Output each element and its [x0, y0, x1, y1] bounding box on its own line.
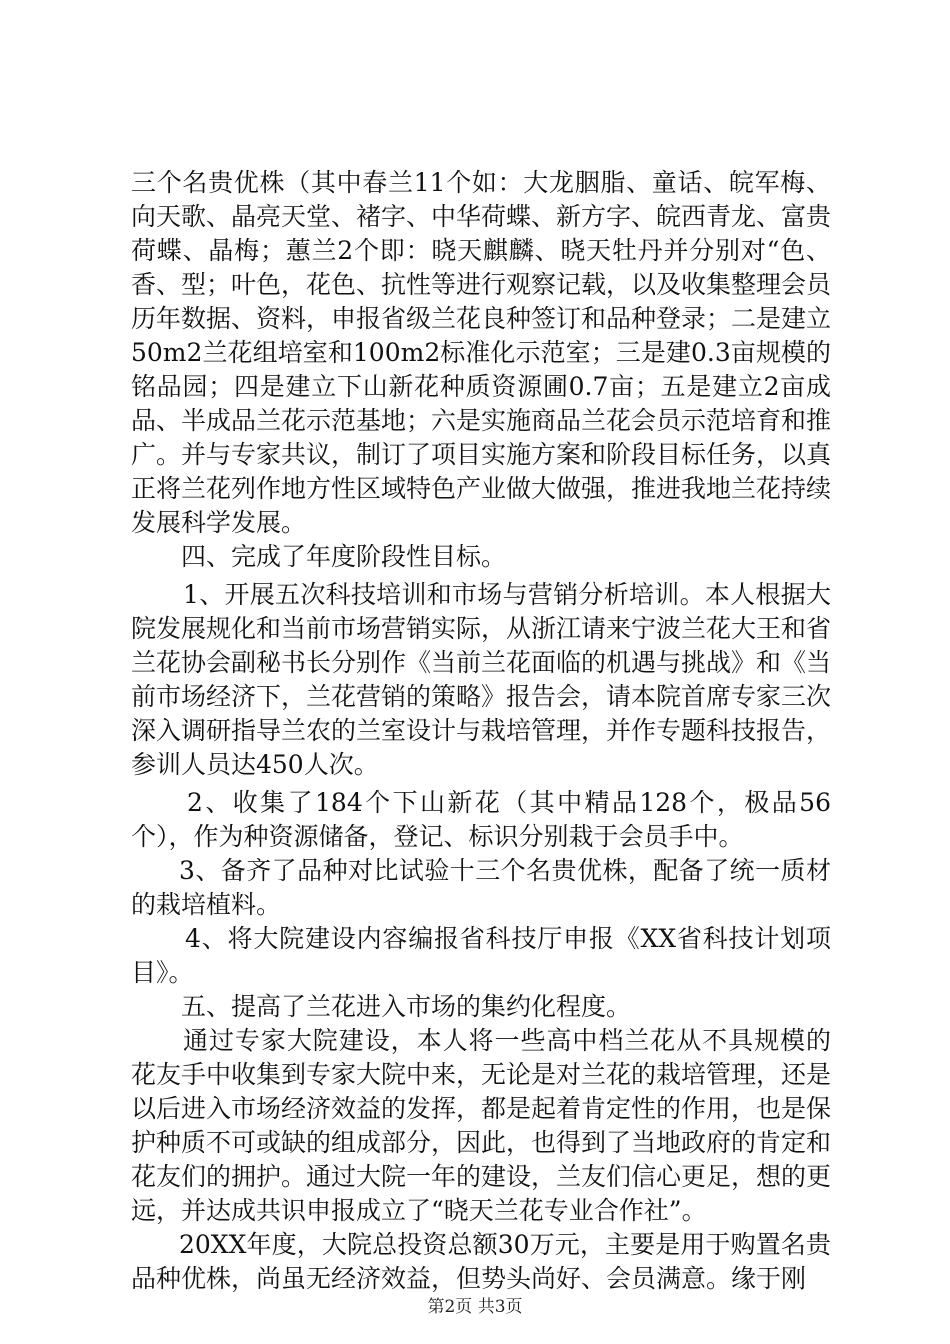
paragraph-annual-investment: 20XX年度，大院总投资总额30万元，主要是用于购置名贵品种优株，尚虽无经济效益，但势头尚好、会员满意。缘于刚 — [131, 1230, 831, 1293]
paragraph-item-3-trial: 3、备齐了品种对比试验十三个名贵优株，配备了统一质材的栽培植料。 — [131, 856, 831, 919]
paragraph-market-intensification: 通过专家大院建设，本人将一些高中档兰花从不具规模的花友手中收集到专家大院中来，无论是对兰花的栽培管理，还是以后进入市场经济效益的发挥，都是起着肯定性的作用，也是保护种质不可或缺的组成部分，因此，也得到了当地政府的肯定和花友们的拥护。通过大院一年的建设，兰友们信心更足，想的更远，并达成共识申报成立了“晓天兰花专业合作社”。 — [131, 1026, 832, 1225]
heading-section-five: 五、提高了兰花进入市场的集约化程度。 — [181, 992, 632, 1021]
page-number-footer: 第2页 共3页 — [427, 1297, 523, 1317]
heading-section-four: 四、完成了年度阶段性目标。 — [181, 542, 507, 571]
paragraph-item-4-application: 4、将大院建设内容编报省科技厅申报《XX省科技计划项目》。 — [131, 924, 831, 987]
paragraph-item-1-training: 1、开展五次科技培训和市场与营销分析培训。本人根据大院发展规化和当前市场营销实际，从浙江请来宁波兰花大王和省兰花协会副秘书长分别作《当前兰花面临的机遇与挑战》和《当前市场经济下，兰花营销的策略》报告会，请本院首席专家三次深入调研指导兰农的兰室设计与栽培管理，并作专题科技报告，参训人员达450人次。 — [131, 580, 832, 779]
paragraph-varieties-list: 三个名贵优株（其中春兰11个如：大龙胭脂、童话、皖军梅、向天歌、晶亮天堂、褚字、中华荷蝶、新方字、皖西青龙、富贵荷蝶、晶梅；蕙兰2个即：晓天麒麟、晓天牡丹并分别对“色、香、型；叶色，花色、抗性等进行观察记载，以及收集整理会员历年数据、资料，申报省级兰花良种签订和品种登录；二是建立50m2兰花组培室和100m2标准化示范室；三是建0.3亩规模的铭品园；四是建立下山新花种质资源圃0.7亩；五是建立2亩成品、半成品兰花示范基地；六是实施商品兰花会员示范培育和推广。并与专家共议，制订了项目实施方案和阶段目标任务，以真正将兰花列作地方性区域特色产业做大做强，推进我地兰花持续发展科学发展。 — [131, 168, 832, 537]
paragraph-item-2-collection: 2、收集了184个下山新花（其中精品128个，极品56个），作为种资源储备，登记、标识分别栽于会员手中。 — [131, 788, 831, 851]
document-body — [131, 166, 831, 1296]
